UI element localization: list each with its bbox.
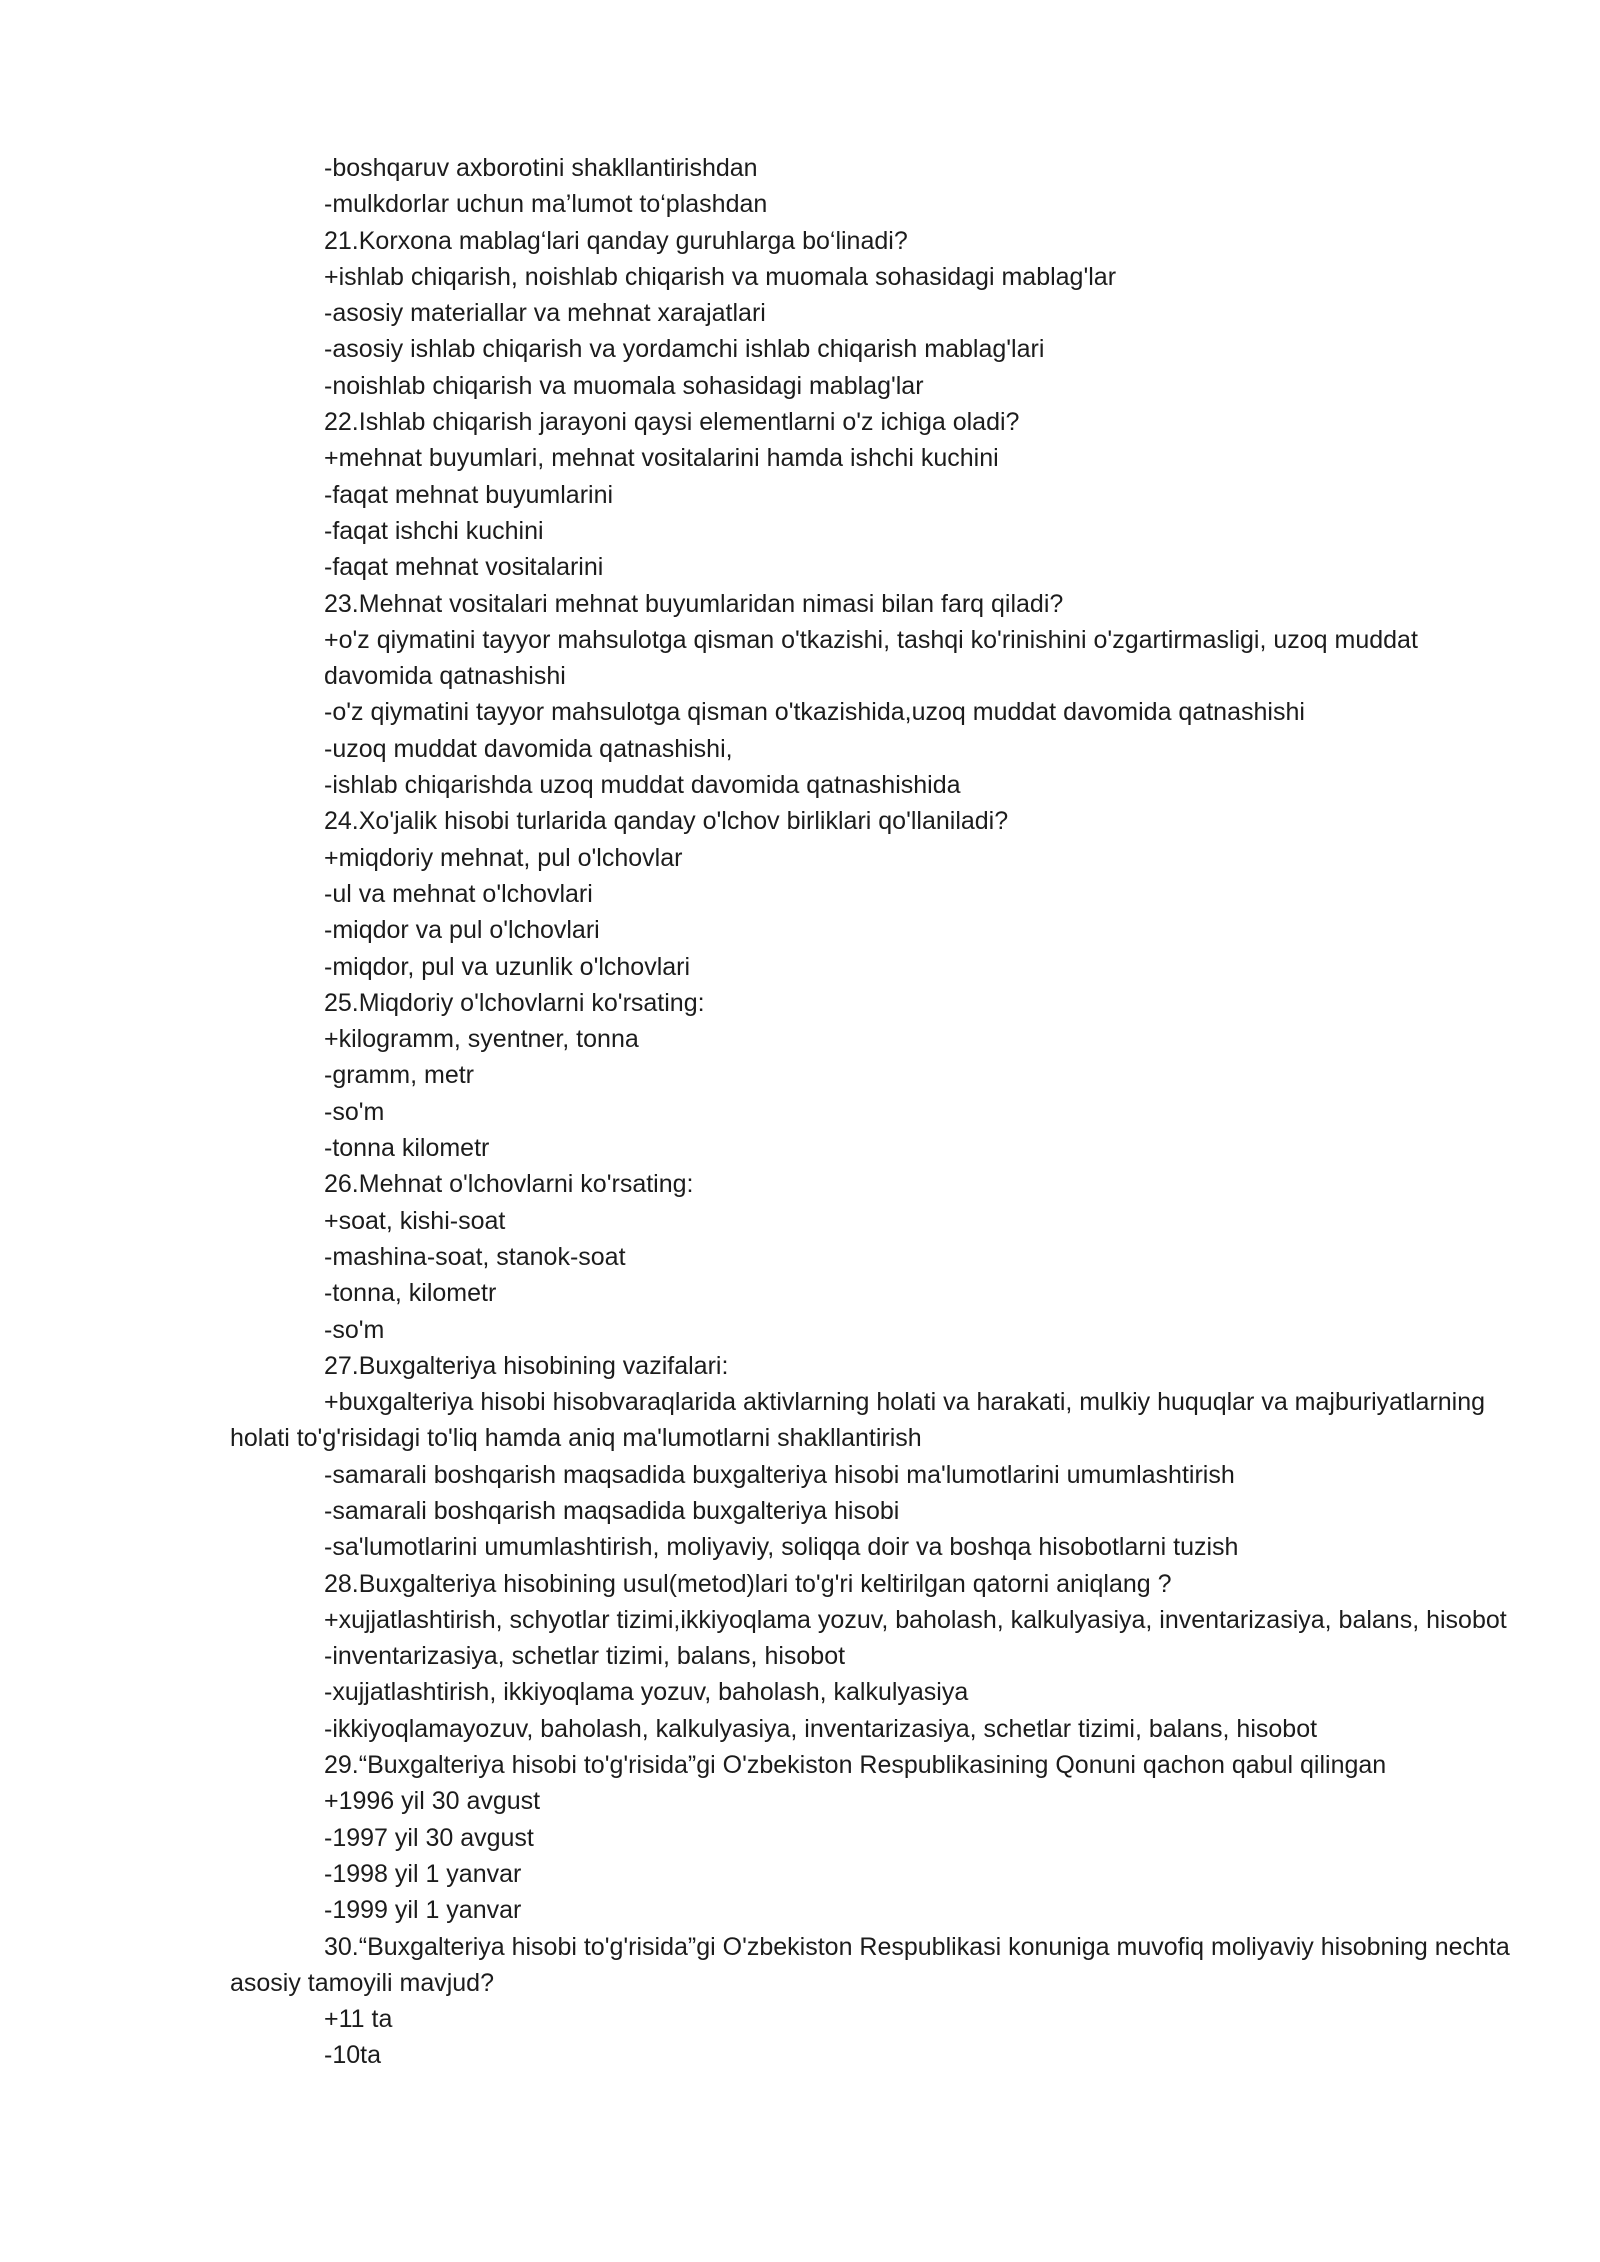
question-27: 27.Buxgalteriya hisobining vazifalari: <box>324 1351 729 1380</box>
answer-option: -xujjatlashtirish, ikkiyoqlama yozuv, baholash, kalkulyasiya <box>324 1678 969 1707</box>
answer-option: -inventarizasiya, schetlar tizimi, balans, hisobot <box>324 1642 846 1671</box>
answer-option: -asosiy ishlab chiqarish va yordamchi ishlab chiqarish mablag'lari <box>324 335 1045 364</box>
answer-option: -ikkiyoqlamayozuv, baholash, kalkulyasiya, inventarizasiya, schetlar tizimi, balans, hisobot <box>324 1714 1318 1743</box>
text-line: -boshqaruv axborotini shakllantirishdan <box>324 154 758 182</box>
question-28: 28.Buxgalteriya hisobining usul(metod)lari to'g'ri keltirilgan qatorni aniqlang ? <box>324 1569 1172 1598</box>
answer-option: -faqat ishchi kuchini <box>324 516 544 545</box>
answer-option: -faqat mehnat vositalarini <box>324 553 604 582</box>
answer-option: -o'z qiymatini tayyor mahsulotga qisman o'tkazishida,uzoq muddat davomida qatnashishi <box>324 698 1305 727</box>
answer-option: -faqat mehnat buyumlarini <box>324 480 614 509</box>
question-24: 24.Xo'jalik hisobi turlarida qanday o'lchov birliklari qo'llaniladi? <box>324 807 1009 836</box>
answer-correct: +mehnat buyumlari, mehnat vositalarini hamda ishchi kuchini <box>324 444 999 473</box>
question-22: 22.Ishlab chiqarish jarayoni qaysi elementlarni o'z ichiga oladi? <box>324 408 1020 437</box>
answer-option: -gramm, metr <box>324 1061 474 1090</box>
answer-correct: +miqdoriy mehnat, pul o'lchovlar <box>324 843 683 872</box>
answer-correct: +kilogramm, syentner, tonna <box>324 1025 639 1054</box>
question-26: 26.Mehnat o'lchovlarni ko'rsating: <box>324 1170 694 1199</box>
text-line: -mulkdorlar uchun ma’lumot to‘plashdan <box>324 190 768 219</box>
answer-option: -miqdor va pul o'lchovlari <box>324 916 600 945</box>
question-21: 21.Korxona mablag‘lari qanday guruhlarga bo‘linadi? <box>324 226 908 255</box>
answer-correct: +buxgalteriya hisobi hisobvaraqlarida aktivlarning holati va harakati, mulkiy huquqlar va majburiyatlarning holati to'g'risidagi to'liq hamda aniq ma'lumotlarni shakllantirish <box>230 1388 1486 1453</box>
document-body <box>230 150 1520 2074</box>
question-25: 25.Miqdoriy o'lchovlarni ko'rsating: <box>324 988 705 1017</box>
answer-correct: +1996 yil 30 avgust <box>324 1787 541 1816</box>
answer-option: -so'm <box>324 1315 385 1344</box>
answer-option: -1998 yil 1 yanvar <box>324 1859 522 1888</box>
answer-correct: +ishlab chiqarish, noishlab chiqarish va muomala sohasidagi mablag'lar <box>324 262 1117 291</box>
answer-correct: +xujjatlashtirish, schyotlar tizimi,ikkiyoqlama yozuv, baholash, kalkulyasiya, inventarizasiya, balans, hisobot <box>324 1605 1507 1634</box>
answer-option: -10ta <box>324 2041 381 2070</box>
answer-option: -1999 yil 1 yanvar <box>324 1896 522 1925</box>
answer-option: -tonna, kilometr <box>324 1279 497 1308</box>
answer-option: -ishlab chiqarishda uzoq muddat davomida qatnashishida <box>324 771 961 800</box>
answer-option: -ul va mehnat o'lchovlari <box>324 879 593 908</box>
answer-correct: +soat, kishi-soat <box>324 1206 506 1235</box>
answer-option: -miqdor, pul va uzunlik o'lchovlari <box>324 952 691 981</box>
answer-option: -mashina-soat, stanok-soat <box>324 1242 626 1271</box>
answer-option: -asosiy materiallar va mehnat xarajatlari <box>324 299 766 328</box>
answer-option: -1997 yil 30 avgust <box>324 1823 534 1852</box>
answer-option: -so'm <box>324 1097 385 1126</box>
answer-option: -sa'lumotlarini umumlashtirish, moliyaviy, soliqqa doir va boshqa hisobotlarni tuzish <box>324 1533 1239 1562</box>
answer-correct: +11 ta <box>324 2005 393 2034</box>
question-29: 29.“Buxgalteriya hisobi to'g'risida”gi O'zbekiston Respublikasining Qonuni qachon qabul qilingan <box>324 1751 1387 1780</box>
answer-correct: +o'z qiymatini tayyor mahsulotga qisman o'tkazishi, tashqi ko'rinishini o'zgartirmasligi, uzoq muddat davomida qatnashishi <box>324 625 1418 691</box>
question-30: 30.“Buxgalteriya hisobi to'g'risida”gi O'zbekiston Respublikasi konuniga muvofiq moliyaviy hisobning nechta asosiy tamoyili mavjud? <box>230 1932 1510 1997</box>
answer-option: -samarali boshqarish maqsadida buxgalteriya hisobi <box>324 1496 900 1525</box>
answer-option: -noishlab chiqarish va muomala sohasidagi mablag'lar <box>324 371 924 400</box>
answer-option: -uzoq muddat davomida qatnashishi, <box>324 734 733 763</box>
answer-option: -tonna kilometr <box>324 1134 490 1163</box>
question-23: 23.Mehnat vositalari mehnat buyumlaridan nimasi bilan farq qiladi? <box>324 589 1064 618</box>
answer-option: -samarali boshqarish maqsadida buxgalteriya hisobi ma'lumotlarini umumlashtirish <box>324 1460 1235 1489</box>
